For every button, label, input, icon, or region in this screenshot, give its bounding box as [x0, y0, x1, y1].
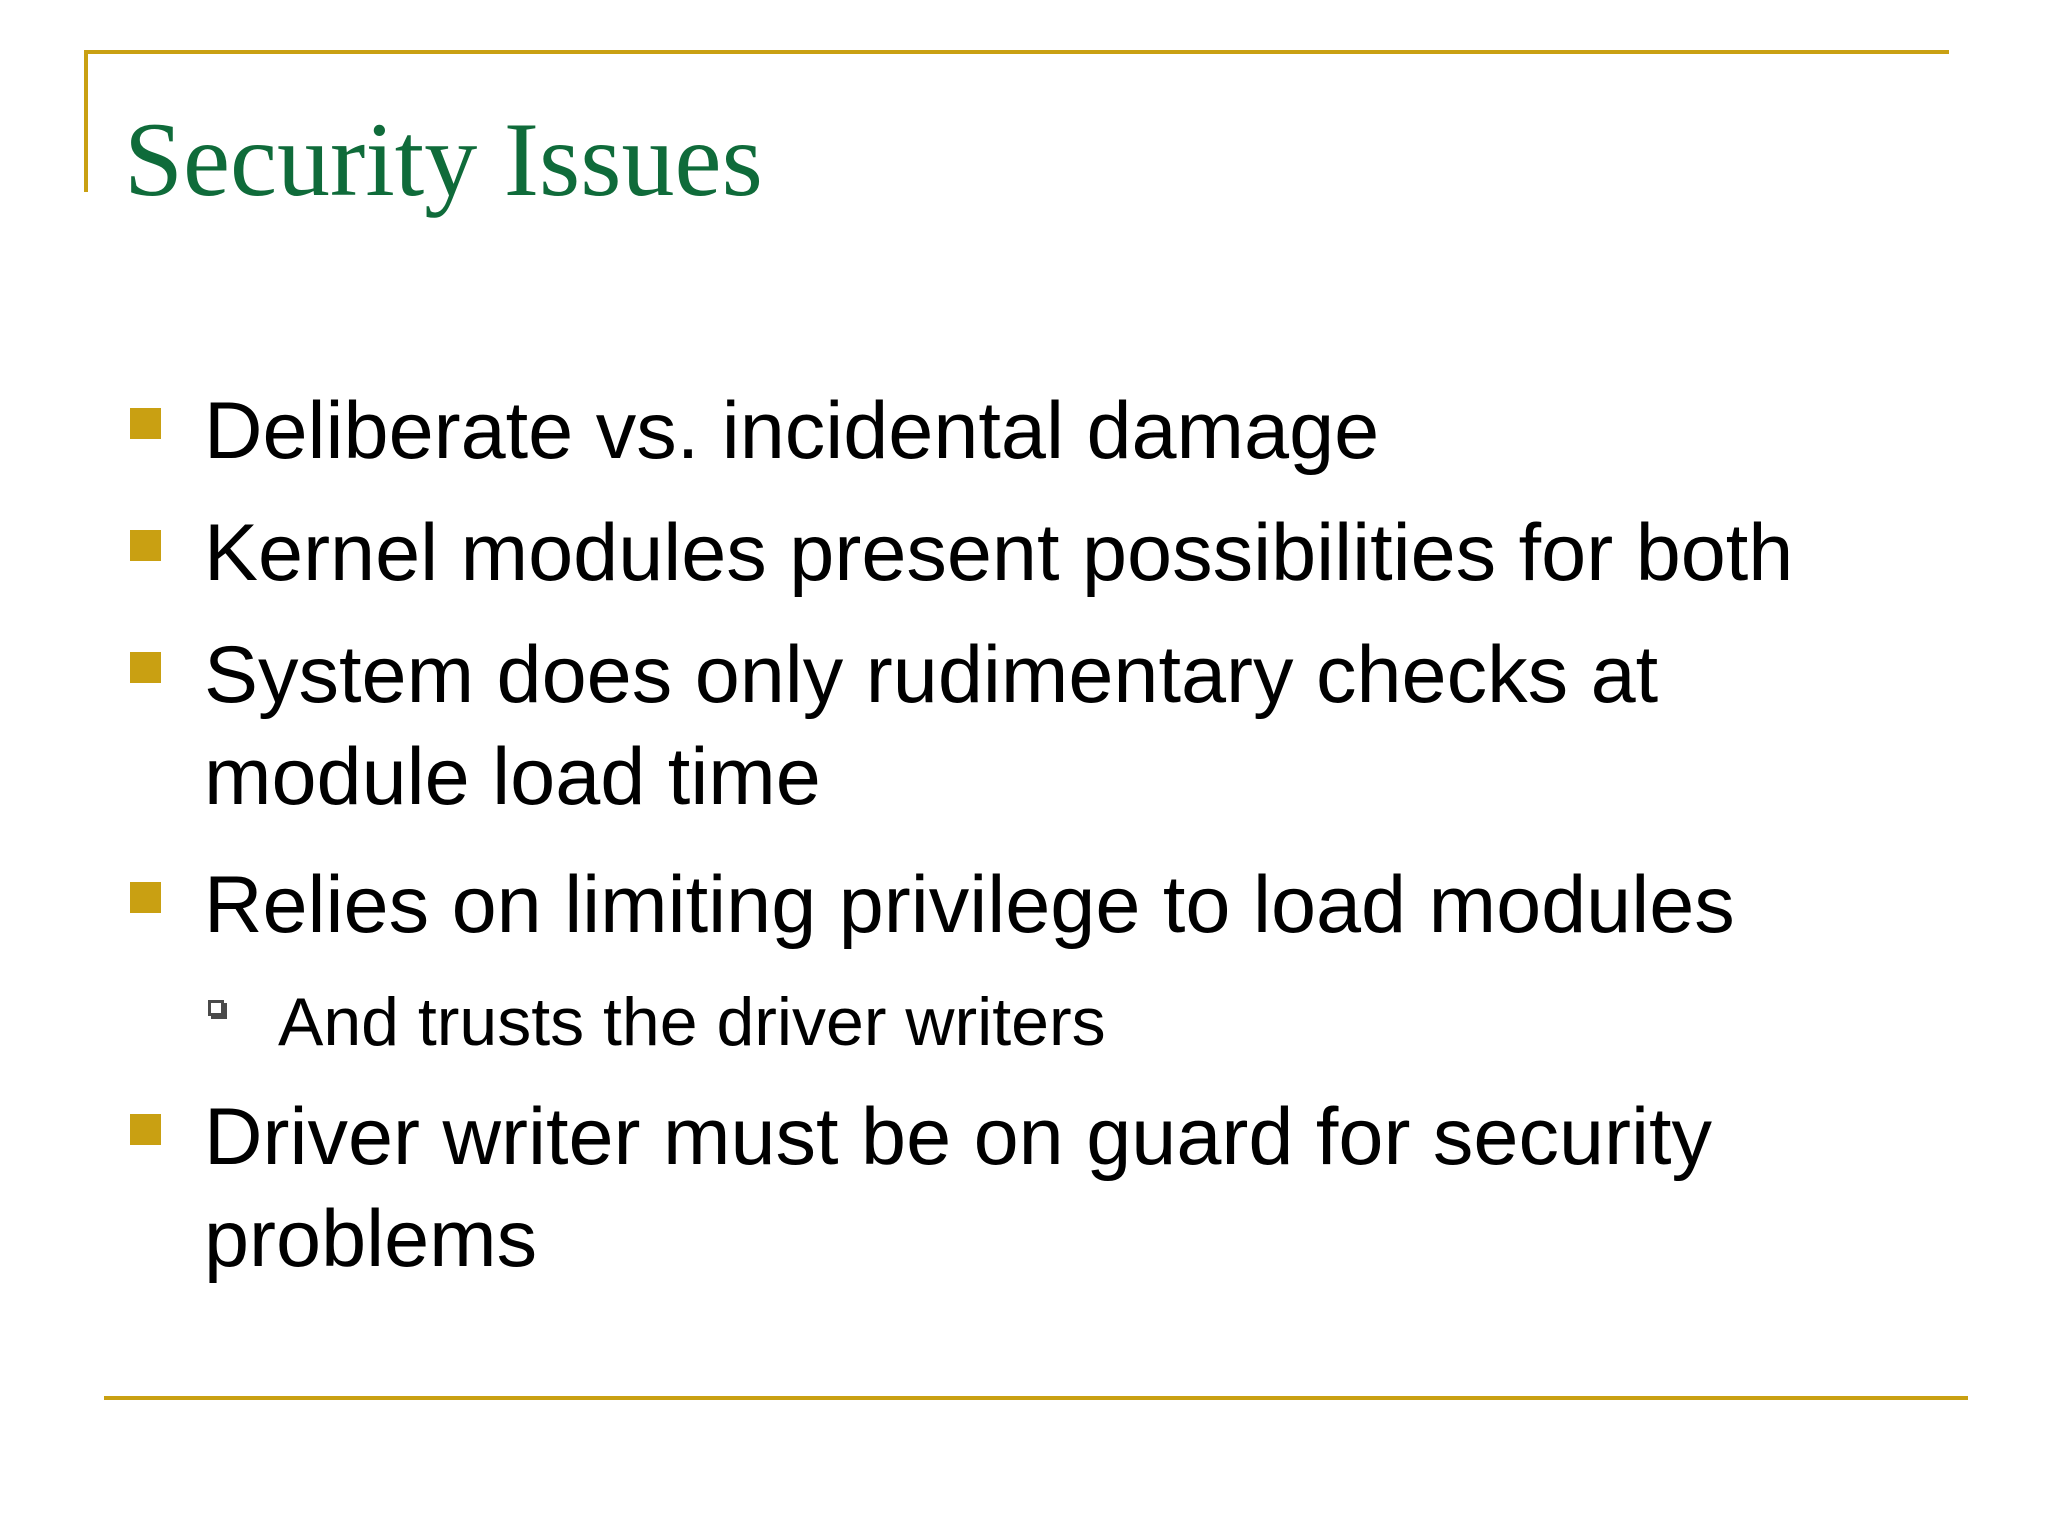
- square-bullet-icon: [130, 882, 161, 913]
- square-bullet-icon: [130, 1114, 161, 1145]
- bullet-text: Relies on limiting privilege to load modules: [204, 860, 1735, 950]
- slide-title: Security Issues: [124, 101, 763, 218]
- square-bullet-icon: [130, 652, 161, 683]
- bullet-text-line-1: System does only rudimentary checks at: [204, 630, 1659, 720]
- bullet-text-line-1: Driver writer must be on guard for security: [204, 1092, 1712, 1182]
- bullet-text: Deliberate vs. incidental damage: [204, 386, 1380, 476]
- bullet-text: Kernel modules present possibilities for both: [204, 508, 1794, 598]
- sub-bullet-text: And trusts the driver writers: [278, 984, 1106, 1060]
- hollow-square-bullet-icon: [208, 1000, 224, 1016]
- bullet-text-line-2: module load time: [204, 732, 821, 822]
- square-bullet-icon: [130, 530, 161, 561]
- square-bullet-icon: [130, 408, 161, 439]
- bullet-text-line-2: problems: [204, 1194, 538, 1284]
- bottom-accent-rule: [104, 1396, 1968, 1400]
